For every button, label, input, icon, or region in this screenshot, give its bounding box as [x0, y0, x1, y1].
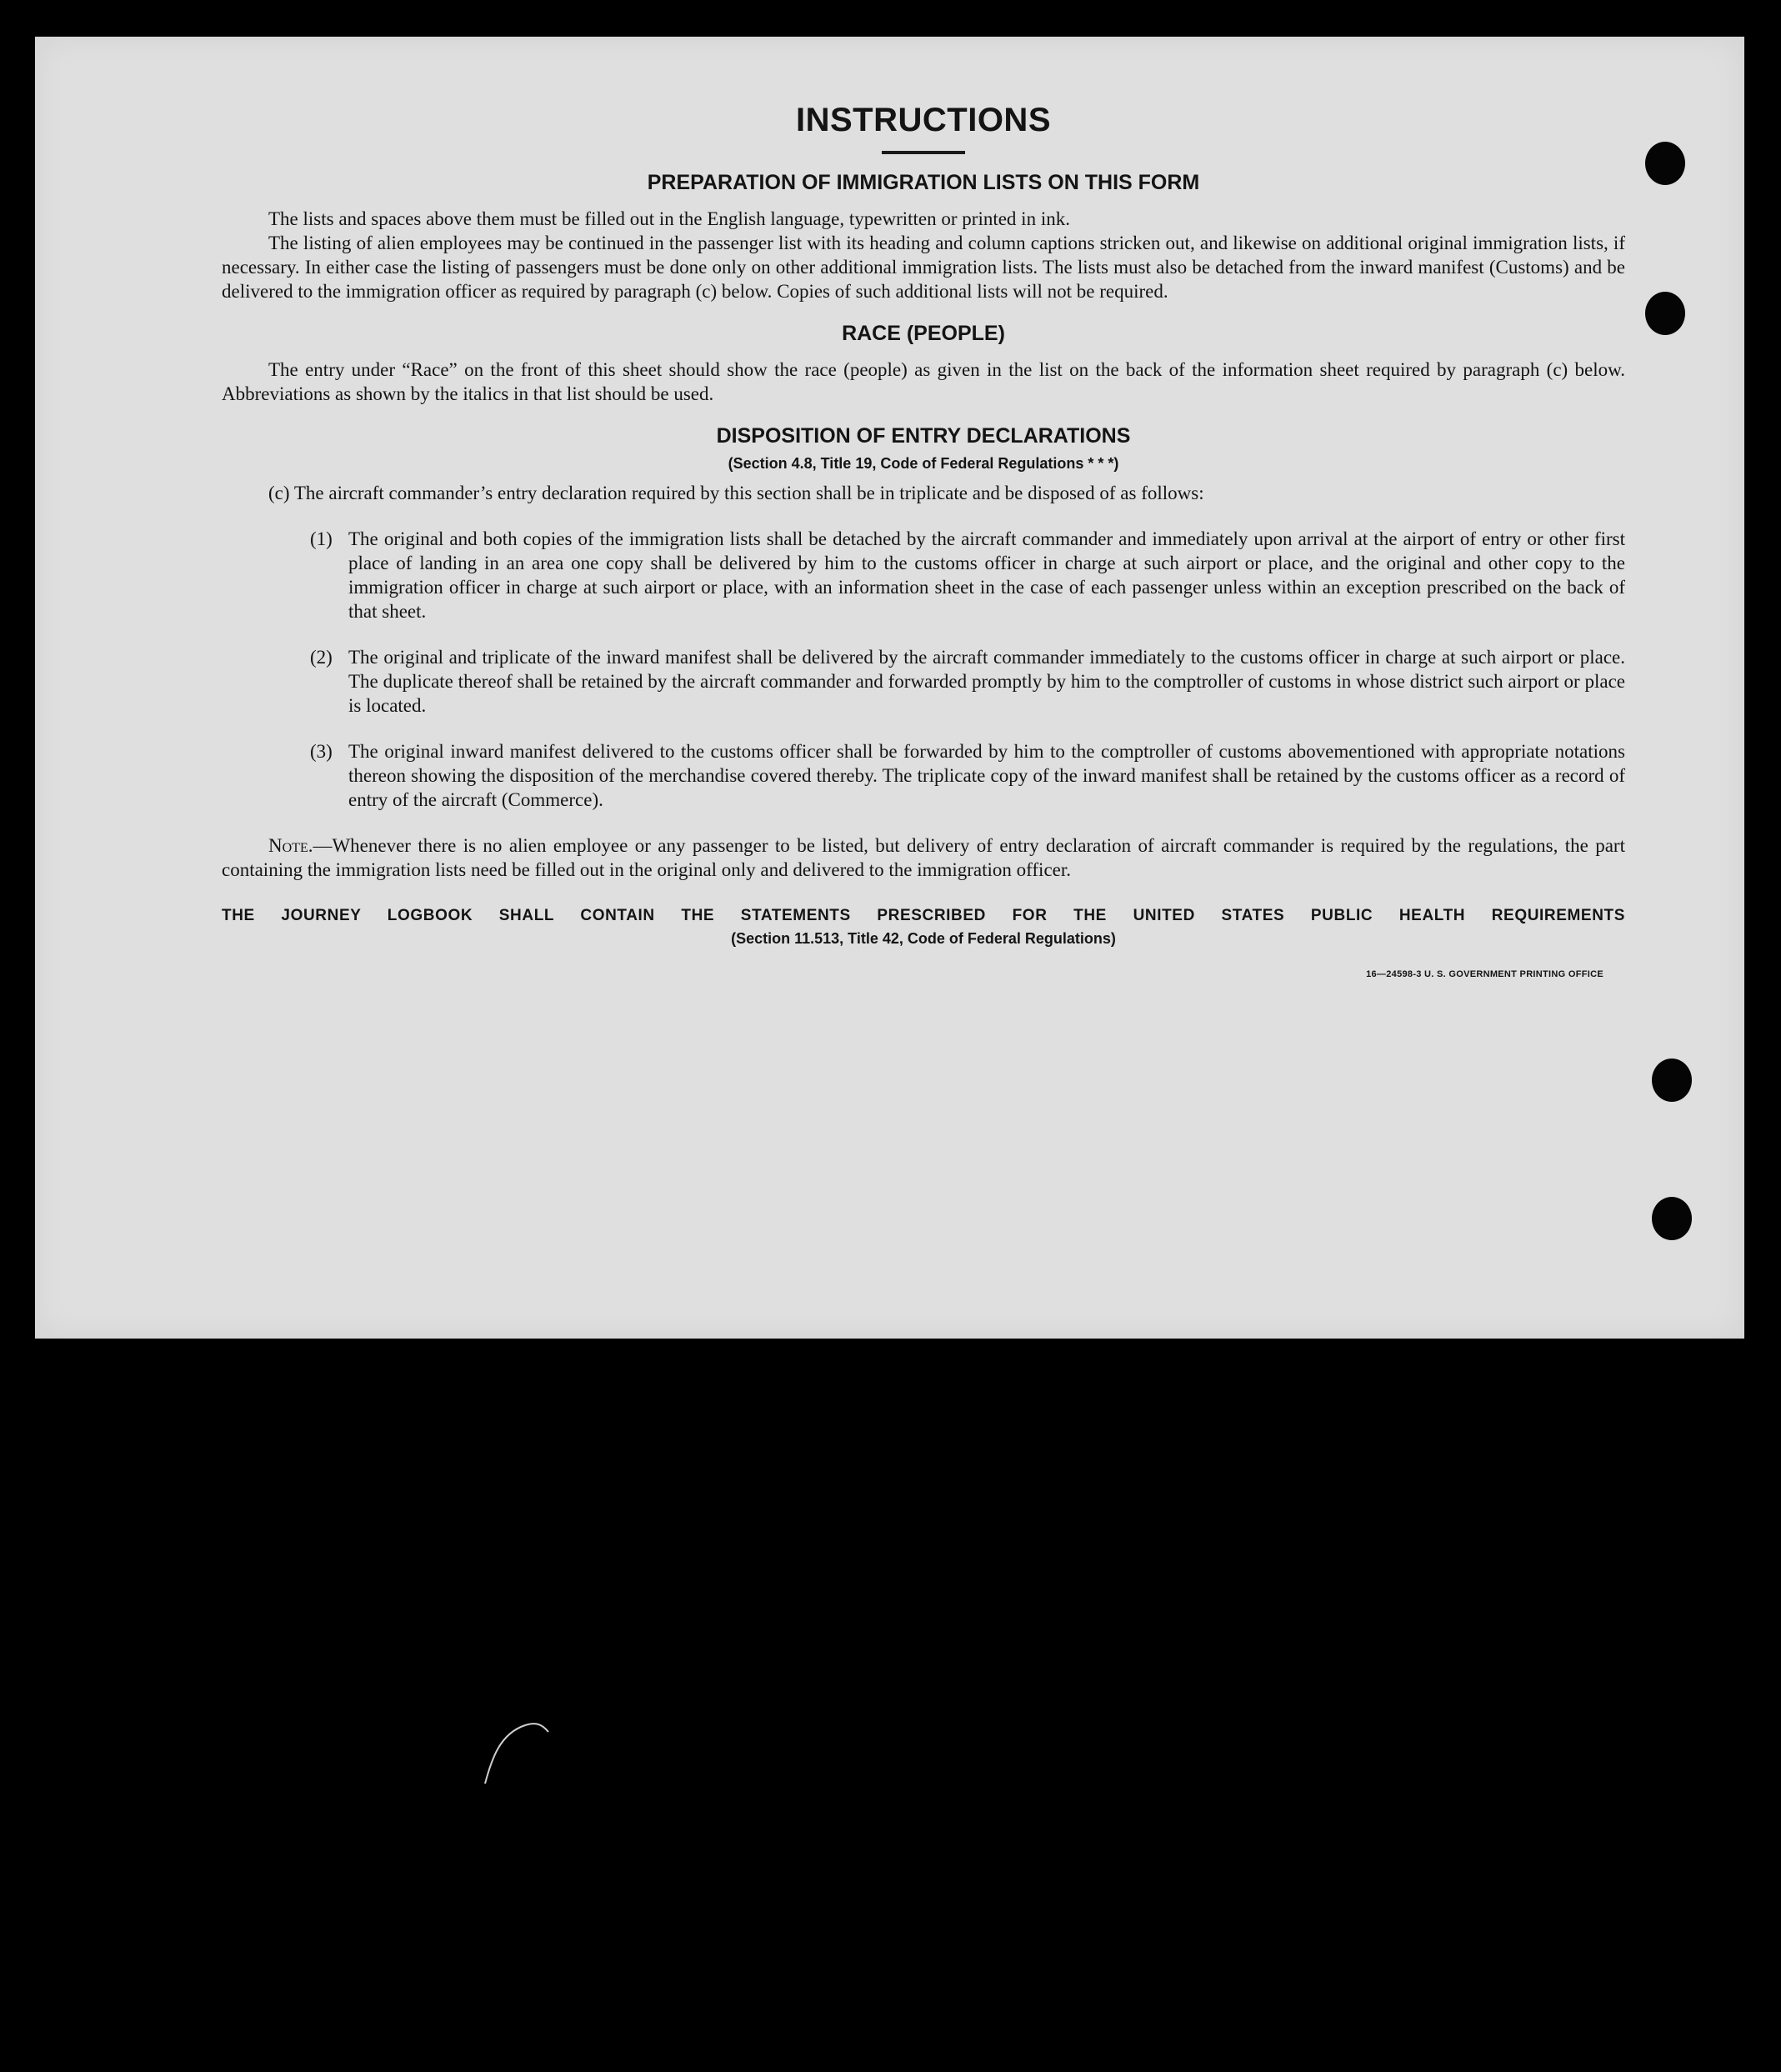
list-item	[222, 527, 1625, 623]
note-text: —Whenever there is no alien employee or any passenger to be listed, but delivery of entry declaration of aircraft commander is required by the regulations, the part containing the immigration lists need be filled out in the original only and delivered to the immigration officer.	[222, 835, 1625, 880]
document-page	[35, 37, 1744, 1339]
note-paragraph	[222, 833, 1625, 882]
item-text: The original and both copies of the immigration lists shall be detached by the aircraft commander and immediately upon arrival at the airport of entry or other first place of landing in an area one copy shall be delivered by him to the customs officer in charge at such airport or place, and the original and other copy to the immigration officer in charge at such airport or place, with an information sheet in the case of each passenger unless within an exception prescribed on the back of that sheet.	[348, 528, 1625, 622]
paragraph: (c) The aircraft commander’s entry declaration required by this section shall be in triplicate and be disposed of as follows:	[268, 483, 1204, 503]
item-number: (3)	[310, 741, 333, 762]
punch-hole	[1645, 142, 1685, 185]
public-health-statement: THE JOURNEY LOGBOOK SHALL CONTAIN THE STATEMENTS PRESCRIBED FOR THE UNITED STATES PUBLIC HEALTH REQUIREMENTS	[222, 907, 1625, 924]
list-item	[222, 739, 1625, 812]
list-item	[222, 645, 1625, 718]
item-text: The original inward manifest delivered to the customs officer shall be forwarded by him to the comptroller of customs abovementioned with appropriate notations thereon showing the disposition of the merchandise covered thereby. The triplicate copy of the inward manifest shall be retained by the customs officer as a record of entry of the aircraft (Commerce).	[348, 741, 1625, 810]
punch-hole	[1652, 1059, 1692, 1102]
punch-hole	[1645, 292, 1685, 335]
scan-artifact	[483, 1700, 583, 1800]
note-label: Note.	[268, 835, 313, 856]
printing-office-imprint: 16—24598-3 U. S. GOVERNMENT PRINTING OFFICE	[1366, 969, 1603, 979]
page-title: INSTRUCTIONS	[796, 102, 1051, 138]
section-heading-preparation: PREPARATION OF IMMIGRATION LISTS ON THIS FORM	[647, 171, 1200, 194]
paragraph: The listing of alien employees may be continued in the passenger list with its heading and column captions stricken out, and likewise on additional original immigration lists, if necessary. In either case the listing of passengers must be done only on other additional immigration lists. The lists must also be detached from the inward manifest (Customs) and be delivered to the immigration officer as required by paragraph (c) below. Copies of such additional lists will not be required.	[222, 233, 1625, 302]
item-text: The original and triplicate of the inward manifest shall be delivered by the aircraft commander immediately to the customs officer in charge at such airport or place. The duplicate thereof shall be retained by the aircraft commander and forwarded promptly by him to the comptroller of customs in whose district such airport or place is located.	[348, 647, 1625, 716]
title-underline	[882, 151, 965, 154]
paragraph: The lists and spaces above them must be filled out in the English language, typewritten or printed in ink.	[268, 208, 1070, 229]
regulation-citation: (Section 4.8, Title 19, Code of Federal Regulations * * *)	[728, 455, 1119, 472]
punch-hole	[1652, 1197, 1692, 1240]
paragraph: The entry under “Race” on the front of this sheet should show the race (people) as given in the list on the back of the information sheet required by paragraph (c) below. Abbreviations as shown by the italics in that list should be used.	[222, 359, 1625, 404]
section-heading-race: RACE (PEOPLE)	[842, 322, 1005, 345]
item-number: (2)	[310, 647, 333, 668]
instructions-content	[222, 102, 1625, 979]
footer-citation: (Section 11.513, Title 42, Code of Federal Regulations)	[731, 930, 1116, 947]
item-number: (1)	[310, 528, 333, 549]
section-heading-disposition: DISPOSITION OF ENTRY DECLARATIONS	[716, 424, 1131, 448]
